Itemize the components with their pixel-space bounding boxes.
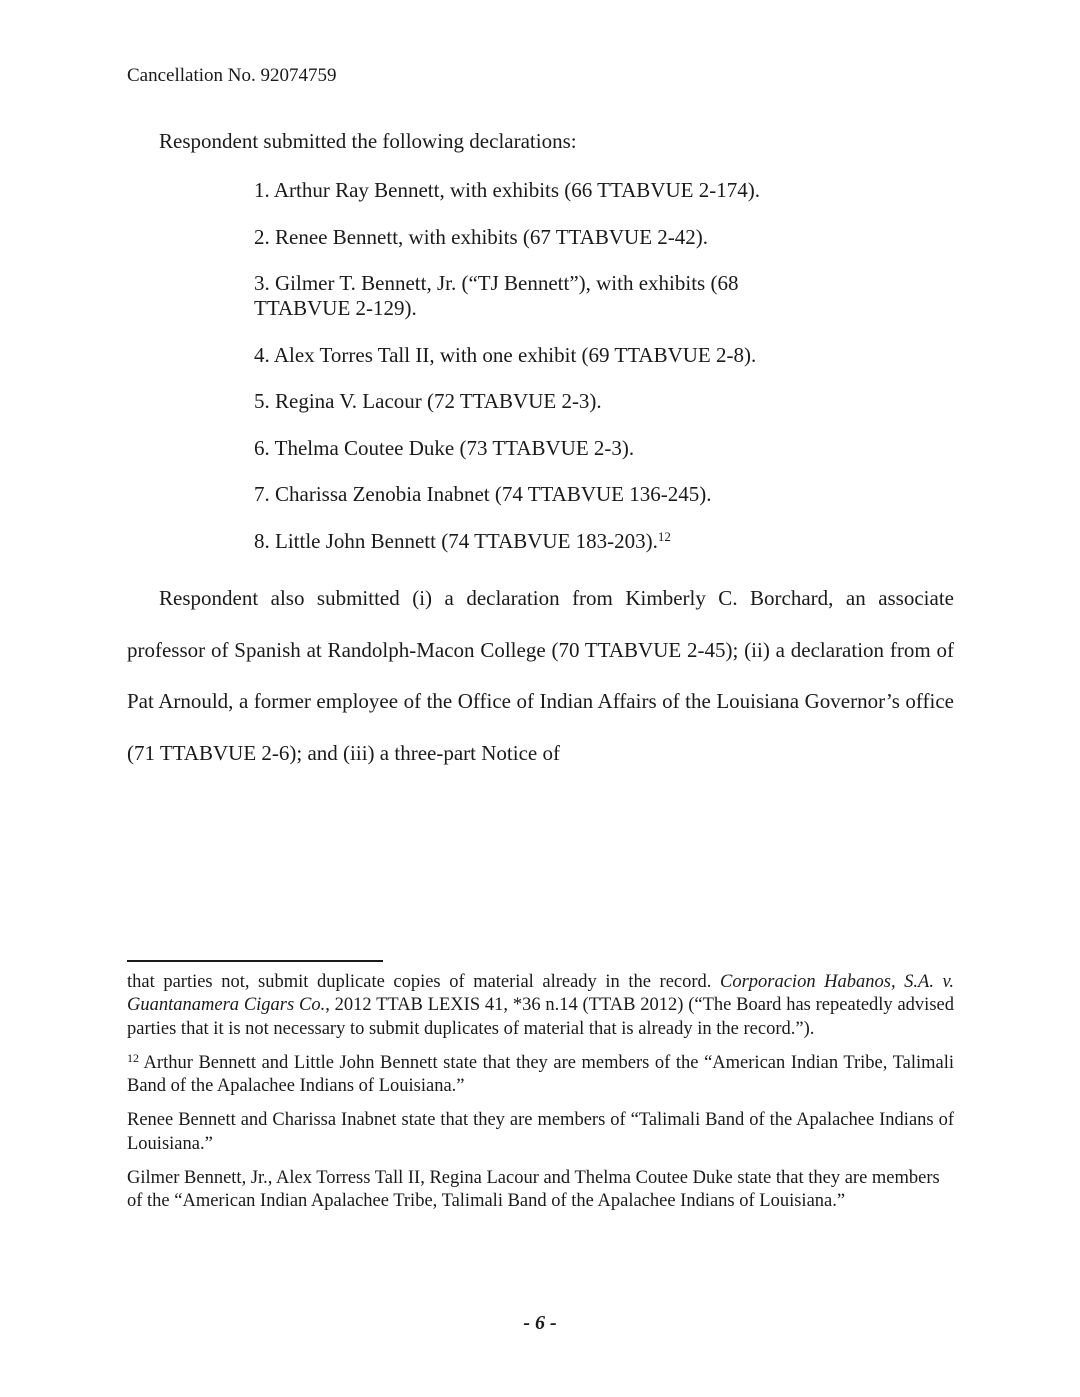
declaration-item-4: 4. Alex Torres Tall II, with one exhibit (69 TTABVUE 2-8). xyxy=(254,342,757,367)
declaration-item-8-text: 8. Little John Bennett (74 TTABVUE 183-203). xyxy=(254,528,658,553)
declaration-item-2: 2. Renee Bennett, with exhibits (67 TTABVUE 2-42). xyxy=(254,224,709,249)
cancellation-number-header: Cancellation No. 92074759 xyxy=(127,65,337,86)
footnote-12-paragraph-2: Renee Bennett and Charissa Inabnet state that they are members of “Talimali Band of the Apalachee Indians of Louisiana.” xyxy=(127,1110,954,1154)
intro-sentence: Respondent submitted the following declarations: xyxy=(159,129,577,153)
body-paragraph: Respondent also submitted (i) a declaration from Kimberly C. Borchard, an associate professor of Spanish at Randolph-Macon College (70 TTABVUE 2-45); (ii) a declaration from of Pat Arnould, a former employee of the Office of Indian Affairs of the Louisiana Governor’s office (71 TTABVUE 2-6); and (iii) a three-part Notice of xyxy=(127,586,954,765)
declaration-item-6: 6. Thelma Coutee Duke (73 TTABVUE 2-3). xyxy=(254,435,635,460)
footnote-separator xyxy=(127,960,383,962)
declarations-list xyxy=(254,178,829,575)
footnote-12-number: 12 xyxy=(127,1050,139,1065)
footnotes-section xyxy=(127,971,954,1225)
case-citation: Corporacion Habanos, S.A. v. Guantanamera Cigars Co. xyxy=(127,972,955,1016)
page-number: - 6 - xyxy=(523,1312,557,1334)
footnote-continuation-text: that parties not, submit duplicate copies of material already in the record. xyxy=(127,972,720,992)
footnote-12-paragraph-3: Gilmer Bennett, Jr., Alex Torress Tall II, Regina Lacour and Thelma Coutee Duke state that they are members of the “American Indian Apalachee Tribe, Talimali Band of the Apalachee Indians of Louisiana.” xyxy=(127,1168,940,1212)
declaration-item-5: 5. Regina V. Lacour (72 TTABVUE 2-3). xyxy=(254,389,602,413)
footnote-ref-12[interactable]: 12 xyxy=(657,528,671,544)
declaration-item-8 xyxy=(254,529,829,554)
footnote-12-text: Arthur Bennett and Little John Bennett state that they are members of the “American Indian Tribe, Talimali Band of the Apalachee Indians of Louisiana.” xyxy=(127,1052,954,1097)
footnote-continuation-tail: , 2012 TTAB LEXIS 41, *36 n.14 (TTAB 2012) (“The Board has repeatedly advised parties that it is not necessary to submit duplicates of material that is already in the record.”). xyxy=(127,995,954,1039)
declaration-item-3: 3. Gilmer T. Bennett, Jr. (“TJ Bennett”), with exhibits (68 TTABVUE 2-129). xyxy=(254,271,739,320)
declaration-item-1: 1. Arthur Ray Bennett, with exhibits (66 TTABVUE 2-174). xyxy=(254,178,760,202)
footnote-continuation xyxy=(127,971,954,1041)
footnote-12 xyxy=(127,1052,954,1099)
declaration-item-7: 7. Charissa Zenobia Inabnet (74 TTABVUE 136-245). xyxy=(254,482,712,506)
